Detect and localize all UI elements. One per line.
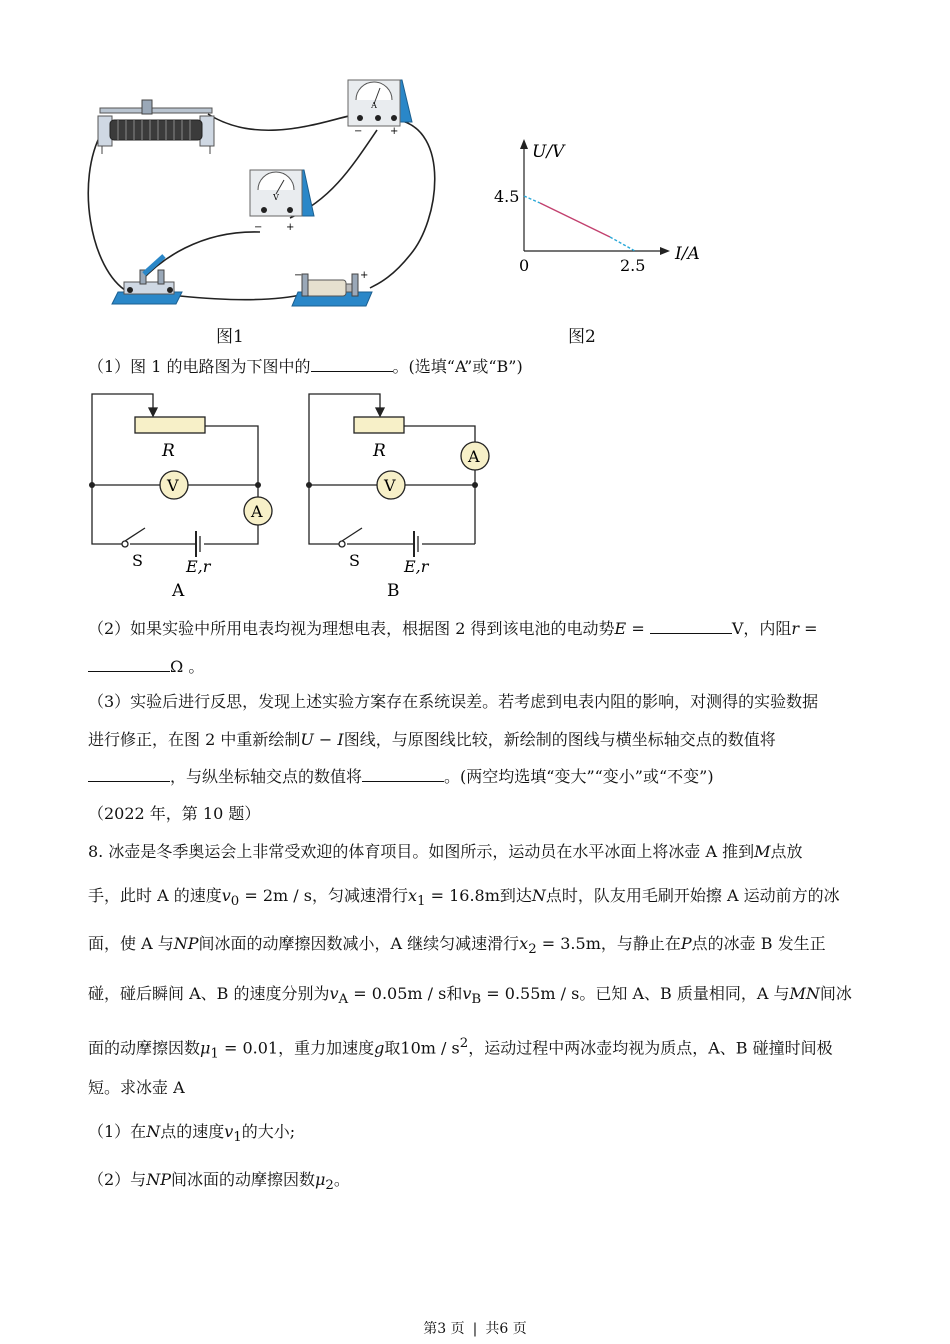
ammeter-letter: A xyxy=(371,101,377,110)
question-1: （1）图 1 的电路图为下图中的 。(选填“A”或“B”) xyxy=(88,357,523,376)
answer-blank-1[interactable] xyxy=(311,356,393,372)
x-intercept-label: 2.5 xyxy=(620,256,646,275)
figure-1-apparatus xyxy=(80,70,460,320)
circuit-b-voltmeter-symbol: V xyxy=(384,476,396,495)
battery-device-icon xyxy=(292,270,372,306)
y-axis-label: U/V xyxy=(532,142,565,162)
voltmeter-device-icon xyxy=(250,170,314,233)
question-3-line-1: （3）实验后进行反思，发现上述实验方案存在系统误差。若考虑到电表内阻的影响，对测得的实验数据 xyxy=(88,692,819,711)
ammeter-plus: + xyxy=(390,126,399,137)
circuit-b-resistor-label: R xyxy=(373,441,386,461)
answer-blank-y-intercept[interactable] xyxy=(362,766,444,782)
figure-2-graph xyxy=(480,135,720,285)
page-total: 共6 页 xyxy=(485,1321,527,1337)
footer-separator: | xyxy=(472,1321,478,1337)
problem-8-line-3: 面，使 A 与NP间冰面的动摩擦因数减小，A 继续匀减速滑行$x_2 = 3.5m$，与静止在P点的冰壶 B 发生正 xyxy=(88,934,826,958)
y-intercept-label: 4.5 xyxy=(494,187,520,206)
circuit-a-ammeter-symbol: A xyxy=(251,502,263,521)
circuit-a-voltmeter-symbol: V xyxy=(167,476,179,495)
ammeter-device-icon xyxy=(348,80,412,137)
circuit-b-label: B xyxy=(387,581,400,601)
voltmeter-plus: + xyxy=(286,222,295,233)
answer-blank-x-intercept[interactable] xyxy=(88,766,170,782)
circuit-a-switch-label: S xyxy=(132,551,143,570)
page-number: 第3 页 xyxy=(423,1321,465,1337)
question-3-line-2: 进行修正，在图 2 中重新绘制U − I图线，与原图线比较，新绘制的图线与横坐标轴交点的数值将 xyxy=(88,730,776,749)
battery-minus: − xyxy=(294,270,303,281)
rheostat-icon xyxy=(98,100,214,154)
circuit-b-switch-label: S xyxy=(349,551,360,570)
figure-2-caption: 图2 xyxy=(568,327,596,347)
battery-plus: + xyxy=(360,270,369,281)
circuit-a-label: A xyxy=(172,581,185,601)
ammeter-minus: − xyxy=(354,126,363,137)
x-axis-label: I/A xyxy=(675,244,700,264)
circuit-a xyxy=(92,394,272,557)
voltmeter-minus: − xyxy=(254,222,263,233)
origin-label: 0 xyxy=(519,256,530,275)
problem-8-line-1: 8. 冰壶是冬季奥运会上非常受欢迎的体育项目。如图所示，运动员在水平冰面上将冰壶 A 推到M点放 xyxy=(88,842,803,861)
source-note: （2022 年，第 10 题） xyxy=(88,804,261,823)
switch-device-icon xyxy=(112,256,182,304)
problem-8-line-4: 碰，碰后瞬间 A、B 的速度分别为$v_A = 0.05m / s$和$v_B = 0.55m / s$。已知 A、B 质量相同，A 与MN间冰 xyxy=(88,984,852,1008)
question-2-line-2: Ω 。 xyxy=(88,656,868,677)
voltmeter-letter: V xyxy=(273,193,279,202)
circuit-b xyxy=(309,394,489,557)
question-3-line-3: ，与纵坐标轴交点的数值将 。(两空均选填“变大”“变小”或“不变”) xyxy=(88,766,868,787)
question-2-line-1: （2）如果实验中所用电表均视为理想电表，根据图 2 得到该电池的电动势E = V，内阻r = xyxy=(88,619,818,638)
graph-line xyxy=(540,203,610,237)
problem-8-line-6: 短。求冰壶 A xyxy=(88,1078,185,1097)
problem-8-line-5: 面的动摩擦因数$\mu_1 = 0.01$，重力加速度g取$10m / s^2$，运动过程中两冰壶均视为质点，A、B 碰撞时间极 xyxy=(88,1036,833,1062)
circuit-b-battery-label: E,r xyxy=(404,557,429,576)
graph-dashed-start xyxy=(524,196,540,203)
figure-1-caption: 图1 xyxy=(216,327,244,347)
problem-8-sub-2: （2）与NP间冰面的动摩擦因数$\mu_2$。 xyxy=(88,1170,350,1194)
circuit-b-ammeter-symbol: A xyxy=(468,447,480,466)
page-footer xyxy=(0,1318,950,1338)
circuit-a-resistor-label: R xyxy=(162,441,175,461)
circuit-a-battery-label: E,r xyxy=(186,557,211,576)
problem-8-sub-1: （1）在N点的速度$v_1$的大小; xyxy=(88,1122,296,1146)
problem-8-line-2: 手，此时 A 的速度$v_0 = 2m / s$，匀减速滑行$x_1 = 16.8m$到达N点时，队友用毛刷开始擦 A 运动前方的冰 xyxy=(88,886,840,910)
circuit-diagrams xyxy=(82,390,502,602)
graph-dashed-end xyxy=(610,237,635,251)
answer-blank-emf[interactable] xyxy=(650,618,732,634)
answer-blank-resistance[interactable] xyxy=(88,656,170,672)
